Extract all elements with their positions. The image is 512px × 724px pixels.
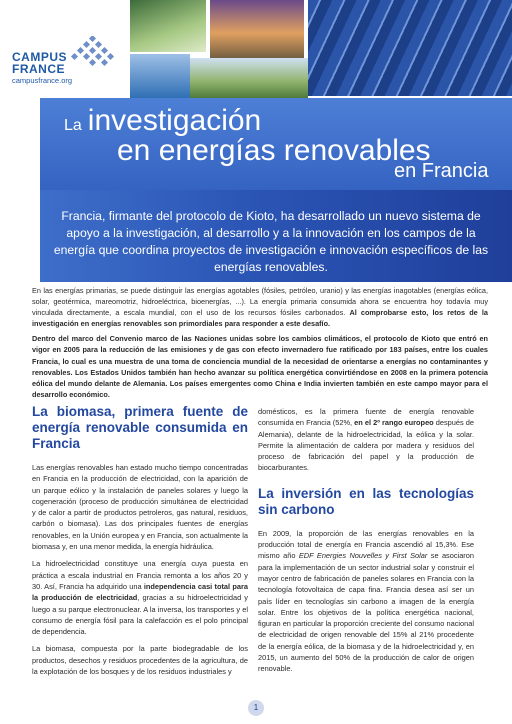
logo-url: campusfrance.org (12, 76, 73, 85)
right-p1-text: domésticos, es la primera fuente de energía renovable consumida en Francia (52%, (258, 407, 474, 428)
campus-france-logo (10, 36, 120, 86)
right-column (258, 406, 474, 681)
heading-investment: La inversión en las tecnologías sin carbono (258, 485, 474, 517)
left-paragraph-3: La biomasa, compuesta por la parte biodegradable de los productos, desechos y residuos procedentes de la agricultura, de la explotación de los bosques y de los residuos industriales y (32, 644, 248, 677)
photo-solar-panels (308, 0, 512, 96)
right-paragraph-2 (258, 528, 474, 675)
intro-paragraph-2 (32, 333, 488, 400)
page-title-line1 (64, 104, 261, 138)
right-paragraph-1 (258, 406, 474, 474)
intro-section (32, 285, 488, 404)
header (0, 0, 512, 282)
title-pre: La (64, 117, 82, 134)
page-title-line2: en energías renovables (117, 134, 431, 167)
right-p2-text-end: se asociaron para la implementación de un sector industrial solar y construir el mayor centro de fabricación de paneles solares en Francia con la tecnología fotovoltaica de capa fina. Francia desea así ser un país líder en tecnologías sin carbono a imagen de la energía solar. Entre los objetivos de la política energética nacional, figuran en particular la proporción creciente del consumo nacional de electricidad de origen renovable del 15% al 21% procedente de la energía eólica, de la biomasa y de la hidroelectricidad y, en 2015, un aumento del 50% de la producción de calor de origen renovable. (258, 551, 474, 674)
intro-p2-bold: Dentro del marco del Convenio marco de las Naciones unidas sobre los cambios climáticos, el protocolo de Kioto que entró en vigor en 2005 para la reducción de las emisiones y de gas con efecto invernadero fue ratificado por 183 países, entre los cuales Francia, lo cual es una muestra de una toma de conciencia mundial de la necesidad de orientarse a energías no contaminantes y renovables. Los Estados Unidos también han hecho avanzar su política energética convirtiéndose en 2008 en la primera potencia eólica del mundo delante de Alemania. Los países emergentes como China e India invierten también en este campo mayor para el desarrollo económico. (32, 334, 488, 399)
logo-text-france: FRANCE (12, 62, 65, 76)
left-p2-text-end: , gracias a su hidroelectricidad y luego a su parque electronuclear. A la inversa, los transportes y el consumo de energía fósil para la calefacción es el polo principal de dependencia. (32, 593, 248, 637)
subtitle-lead: Francia, firmante del protocolo de Kioto, ha desarrollado un nuevo sistema de apoyo a la investigación, al desarrollo y a la innovación en los campos de la energía que coordina proyectos de investigación e innovación específicos de las energías renovables. (53, 209, 489, 274)
page-number: 1 (248, 700, 264, 716)
left-column (32, 400, 248, 683)
intro-paragraph-1 (32, 285, 488, 329)
left-paragraph-2 (32, 558, 248, 637)
page-title-line3: en Francia (394, 160, 489, 182)
logo-text-campus: CAMPUS (12, 50, 68, 64)
left-paragraph-1: Las energías renovables han estado mucho tiempo concentradas en Francia en la producción de electricidad, con la aparición de un parque eólico y la instalación de paneles solares y luego la cogeneración (proceso de producción simultánea de electricidad y de calor a partir de productos petroleros, gas natural, residuos, carbón o biomasa). Las dos principales fuentes de energías renovables, en la Unión europea y en Francia, son actualmente la biomasa y, en una menor medida, la energía hidráulica. (32, 463, 248, 552)
right-p1-bold: en el 2º rango europeo (354, 418, 434, 428)
photo-landscape (190, 58, 308, 98)
photo-sunset (210, 0, 304, 60)
photo-forest (130, 0, 206, 52)
intro-p1-text: En las energías primarias, se puede distinguir las energías agotables (fósiles, petróleo, uranio) y las energías inagotables (energías eólica, solar, geotérmica, mareomotriz, hidroeléctrica, bioenergías, ...). La energía primaria consumida ahora se encuentra hoy todavía muy vinculada directamente, a escala mundial, con el uso de los recursos fósiles carbonados. (32, 286, 488, 318)
photo-sea (130, 54, 190, 98)
right-p2-text: En 2009, la proporción de las energías renovables en la producción total de energía en Francia ascendió al 15,3%. Ese mismo año (258, 528, 474, 561)
title-word1: investigación (87, 104, 262, 137)
left-p2-bold: independencia casi total para la producción de electricidad (32, 581, 248, 603)
left-p2-text: La hidroelectricidad constituye una energía cuya puesta en práctica a escala industrial en Francia remonta a los años 20 y 30. Así, Francia ha adquirido una (32, 559, 248, 591)
logo-diamonds-icon (64, 36, 120, 70)
right-p1-text-end: después de Alemania), delante de la hidroelectricidad, la eólica y la solar. Permite la alimentación de caldera por madera y residuos del proceso de fabricación del papel y la producción de biocarburantes. (258, 418, 474, 473)
right-p2-italic: EDF Energies Nouvelles y First Solar (298, 551, 428, 561)
intro-p1-bold: Al comprobarse esto, los retos de la investigación en energías renovables son primordiales para responder a este desafío. (32, 308, 488, 329)
heading-biomass: La biomasa, primera fuente de energía renovable consumida en Francia (32, 404, 248, 451)
